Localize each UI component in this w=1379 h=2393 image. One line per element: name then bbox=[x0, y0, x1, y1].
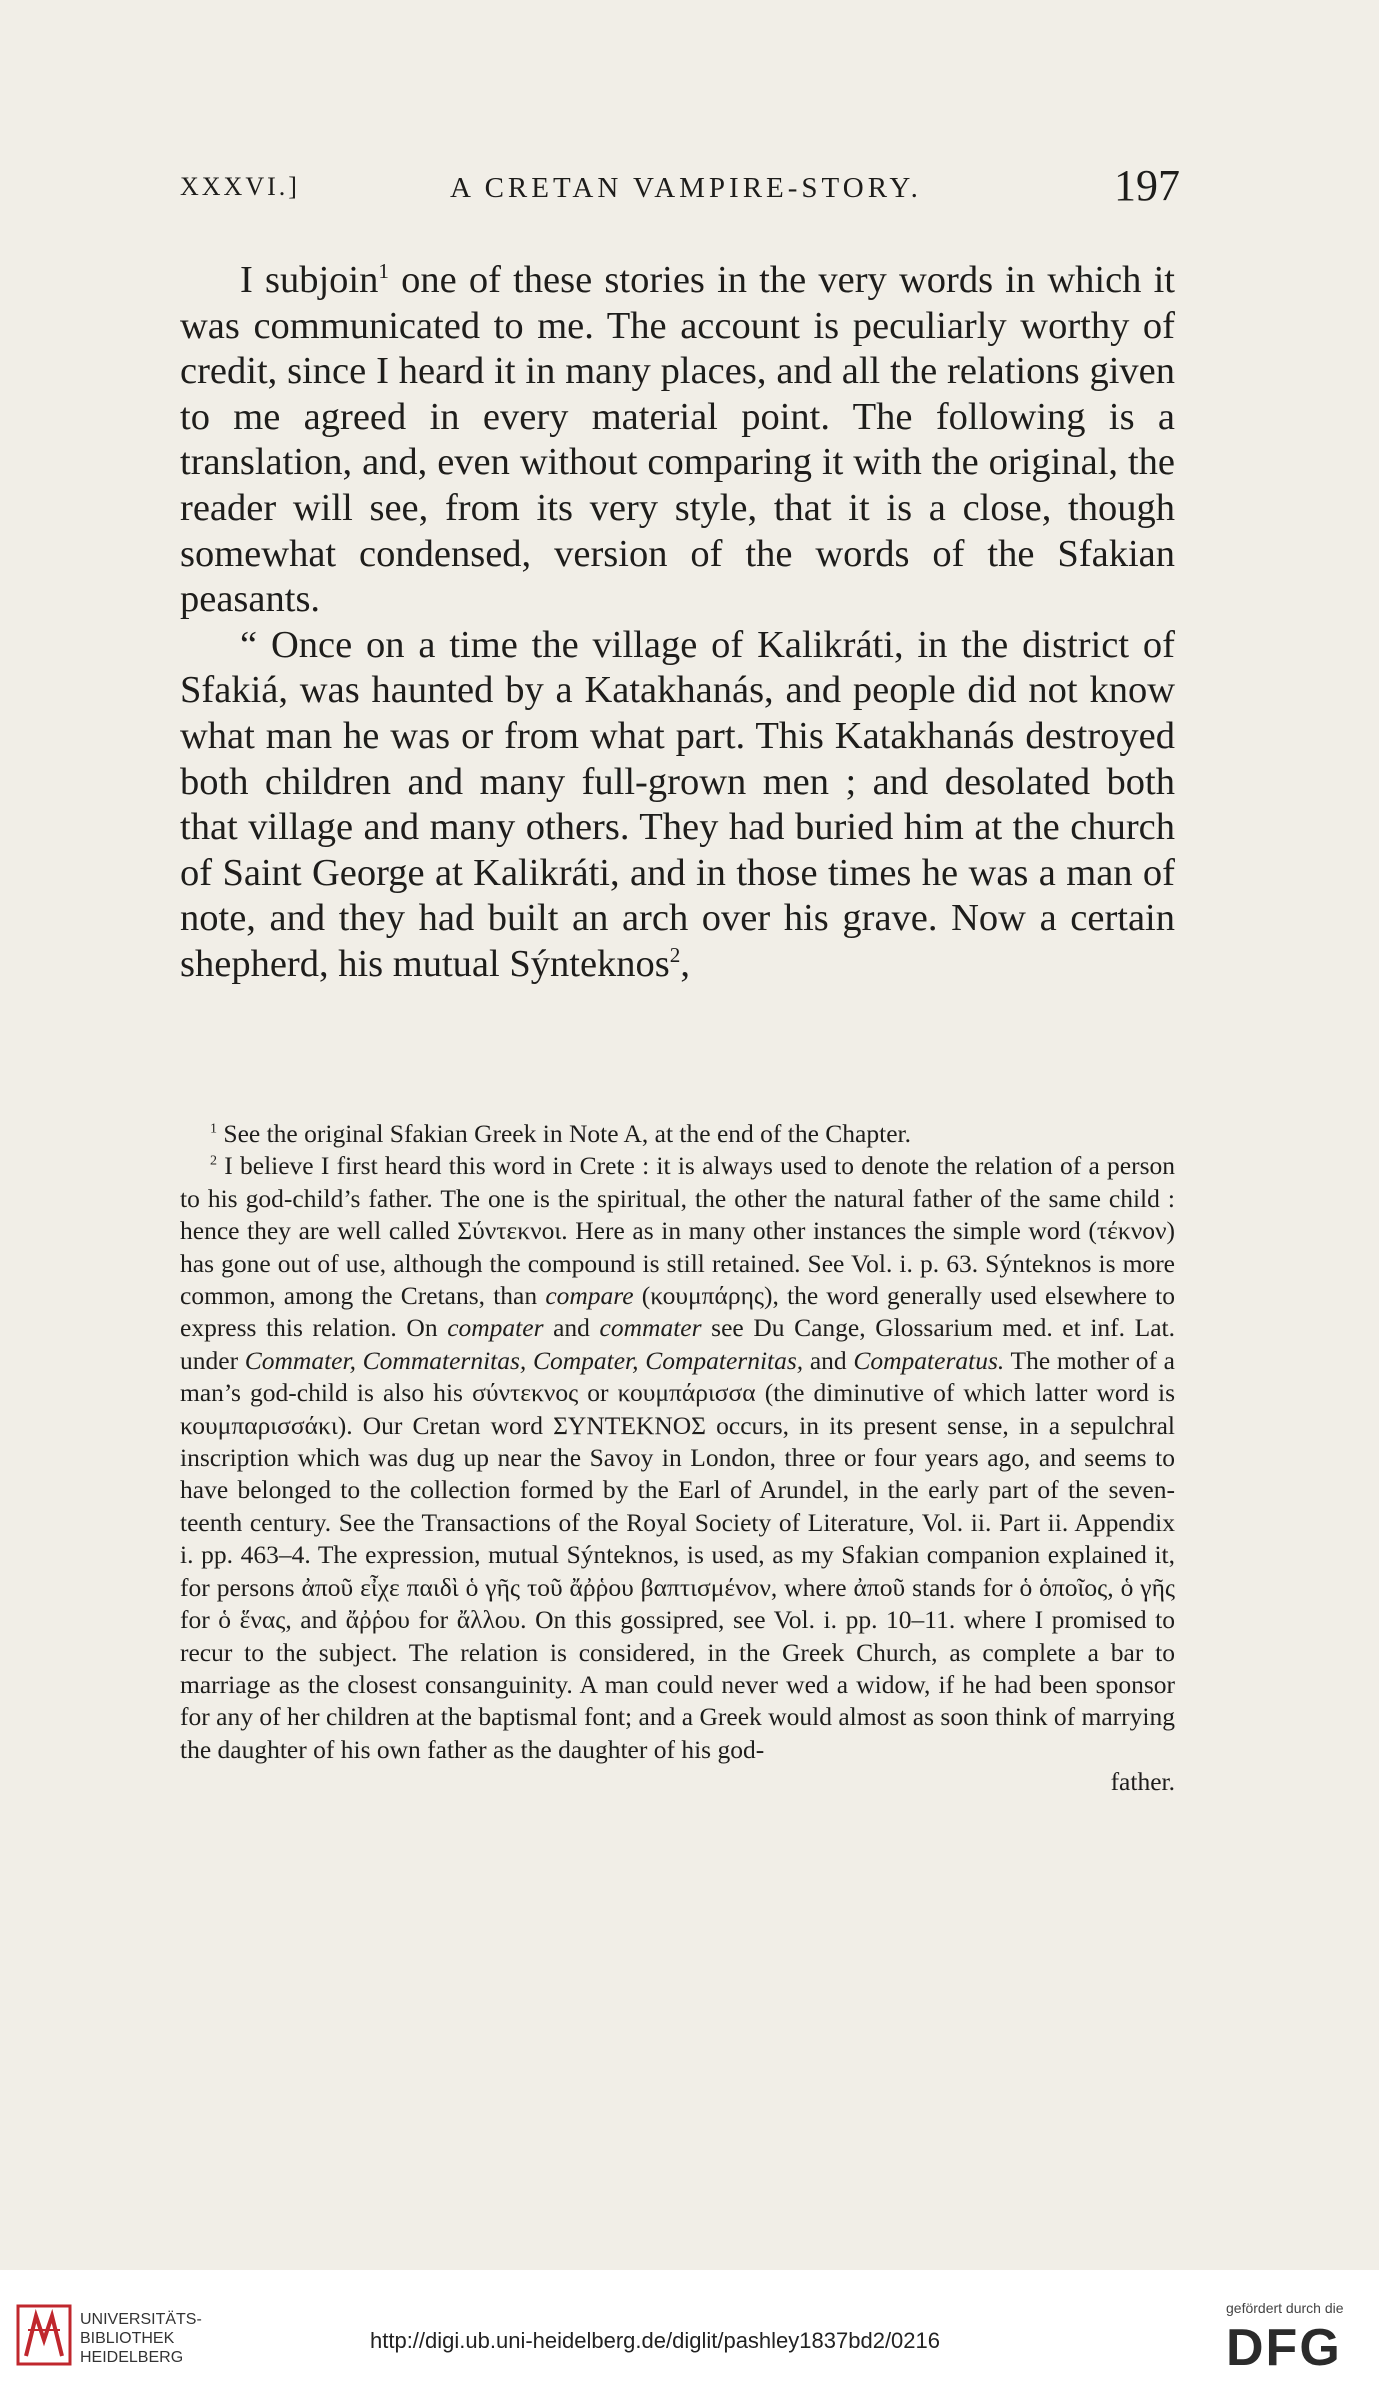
paragraph bbox=[180, 623, 1175, 988]
text-run: I subjoin bbox=[240, 259, 379, 301]
permalink[interactable]: http://digi.ub.uni-heidelberg.de/diglit/pashley1837bd2/0216 bbox=[370, 2328, 940, 2353]
text-run: commater bbox=[599, 1313, 702, 1343]
text-run: compater bbox=[447, 1313, 544, 1343]
library-name bbox=[80, 2310, 202, 2367]
text-run: Commater, Commaternitas, Compater, Compaternitas, bbox=[244, 1345, 804, 1375]
footnote-ref[interactable]: 2 bbox=[669, 943, 681, 968]
footnote-2 bbox=[180, 1150, 1175, 1766]
footnote-1 bbox=[180, 1118, 1175, 1150]
paragraph bbox=[180, 258, 1175, 623]
funding-caption: gefördert durch die bbox=[1226, 2300, 1344, 2316]
running-title: A CRETAN VAMPIRE-STORY. bbox=[450, 172, 922, 204]
text-run: and bbox=[803, 1345, 854, 1375]
footnote-continuation: father. bbox=[1110, 1767, 1175, 1797]
footnote-ref[interactable]: 1 bbox=[378, 259, 389, 284]
main-text bbox=[180, 258, 1175, 988]
text-run: see Du Cange, Glossarium med. et inf. Lat. under bbox=[180, 1313, 1175, 1375]
text-run: See the original Sfakian Greek in Note A, at the end of the Chapter. bbox=[217, 1119, 911, 1148]
text-run: Compateratus. bbox=[853, 1345, 1005, 1375]
page-number: 197 bbox=[1114, 161, 1180, 210]
text-run: , bbox=[680, 942, 690, 985]
dfg-logo[interactable]: DFG bbox=[1226, 2319, 1342, 2377]
text-run: “ Once on a time the village of Kalikráti, in the district of Sfakiá, was haunted by a Katakhanás, and people did not know what man he was or from what part. This Katakhanás destroyed both children and many full-grown men ; and desolated both that village and many others. They had buried him at the church of Saint George at Kalikráti, and in those times he was a man of note, and they had built an arch over his grave. Now a certain shepherd, his mutual Sýnteknos bbox=[180, 623, 1175, 985]
text-run: one of these stories in the very words in which it was communicated to me. The account is peculiarly worthy of credit, since I heard it in many places, and all the relations given to me agreed in every material point. The following is a translation, and, even without comparing it with the original, the reader will see, from its very style, that it is a close, though somewhat condensed, version of the words of the Sfakian peasants. bbox=[180, 259, 1175, 621]
footnote-marker: 1 bbox=[210, 1121, 218, 1137]
footnote-marker: 2 bbox=[210, 1153, 218, 1169]
library-line: BIBLIOTHEK bbox=[80, 2330, 175, 2347]
running-header bbox=[180, 160, 1180, 220]
text-run: compare bbox=[545, 1281, 634, 1311]
text-run: and bbox=[543, 1313, 600, 1343]
library-line: HEIDELBERG bbox=[80, 2349, 184, 2366]
library-line: UNIVERSITÄTS- bbox=[80, 2311, 202, 2328]
text-run: (κουμπάρης), the word generally used elsewhere to express this relation. On bbox=[180, 1281, 1176, 1343]
university-library-logo-icon[interactable] bbox=[14, 2300, 74, 2370]
text-run: The mother of a man’s god-child is also his σύντεκνος or κουμπάρισσα (the diminutive of which latter word is κουμπαρισσάκι). Our Cretan word ΣΥΝΤΕΚΝΟΣ occurs, in its present sense, in a sepulchral inscription which was dug up near the Savoy in London, three or four years ago, and seems to have belonged to the collection formed by the Earl of Arundel, in the early part of the seventeenth century. See the Transactions of the Royal Society of Literature, Vol. ii. Part ii. Appendix i. pp. 463–4. The expression, mutual Sýnteknos, is used, as my Sfakian companion explained it, for persons ἀποῦ εἶχε παιδὶ ὁ γῆς τοῦ ἄῤῥου βαπτισμένον, where ἀποῦ stands for ὁ ὁποῖος, ὁ γῆς for ὁ ἕνας, and ἄῤῥου for ἄλλου. On this gossipred, see Vol. i. pp. 10–11. where I promised to recur to the subject. The relation is considered, in the Greek Church, as complete a bar to marriage as the closest consanguinity. A man could never wed a widow, if he had been sponsor for any of her children at the baptismal font; and a Greek would almost as soon think of marrying the daughter of his own father as the daughter of his god- bbox=[180, 1345, 1175, 1764]
text-run: I believe I first heard this word in Crete : it is always used to denote the relation of a person to his god-child’s father. The one is the spiritual, the other the natural father of the same child : hence they are well called Σύντεκνοι. Here as in many other instances the simple word (τέκνον) has gone out of use, although the compound is still retained. See Vol. i. p. 63. Sýnteknos is more common, among the Cretans, than bbox=[180, 1151, 1175, 1311]
chapter-number: XXXVI.] bbox=[180, 172, 300, 201]
footnotes bbox=[180, 1118, 1175, 1799]
